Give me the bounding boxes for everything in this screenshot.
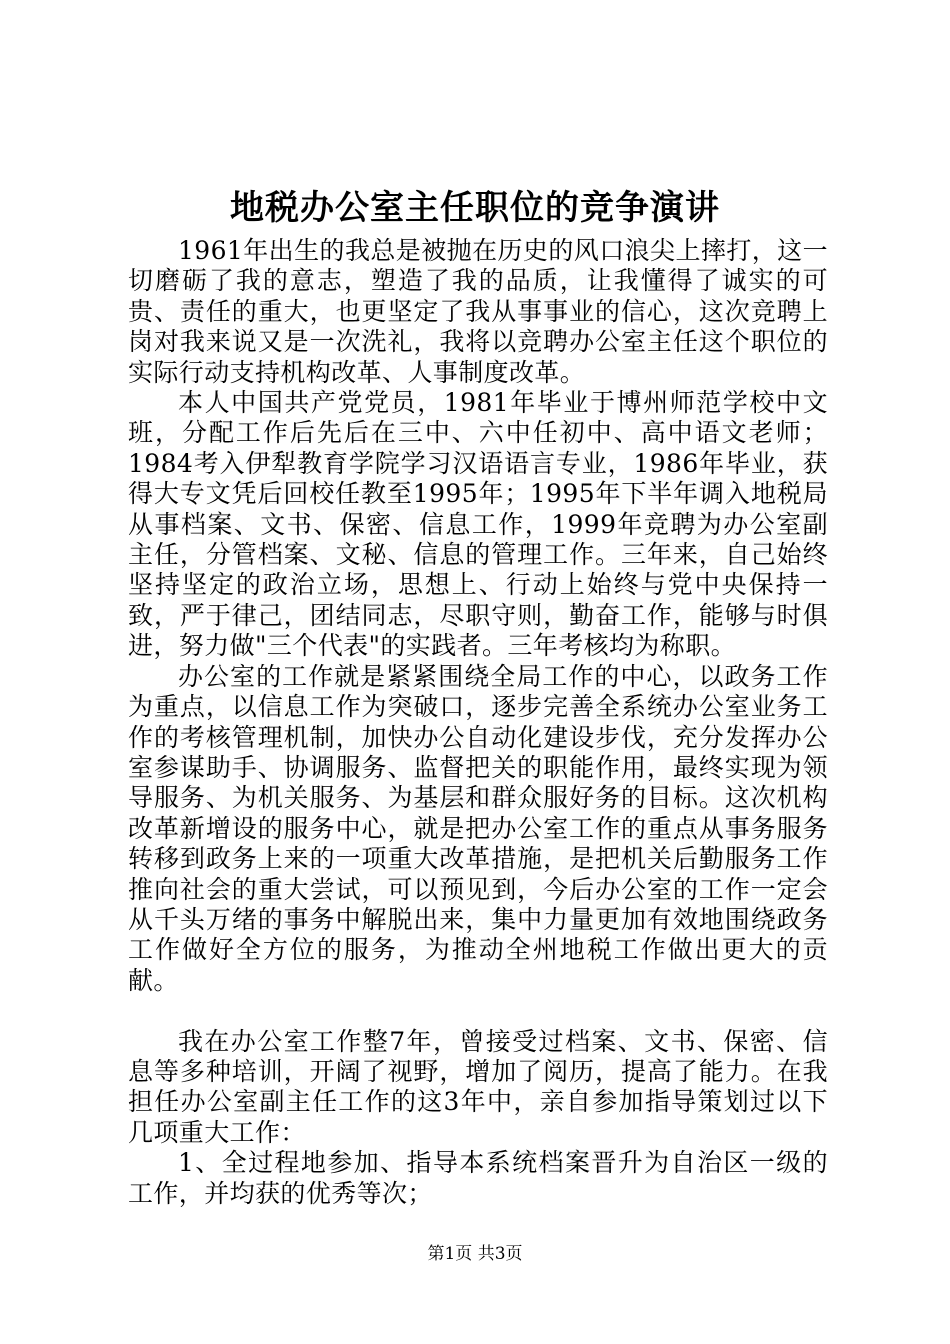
page-number: 第1页 共3页 <box>427 1244 523 1264</box>
paragraph-intro: 1961年出生的我总是被抛在历史的风口浪尖上摔打，这一切磨砺了我的意志，塑造了我的品质，让我懂得了诚实的可贵、责任的重大，也更坚定了我从事事业的信心，这次竞聘上岗对我来说又是一次洗礼，我将以竞聘办公室主任这个职位的实际行动支持机构改革、人事制度改革。 <box>128 236 828 387</box>
paragraph-office-work: 办公室的工作就是紧紧围绕全局工作的中心，以政务工作为重点，以信息工作为突破口，逐步完善全系统办公室业务工作的考核管理机制，加快办公自动化建设步伐，充分发挥办公室参谋助手、协调服务、监督把关的职能作用，最终实现为领导服务、为机关服务、为基层和群众服好务的目标。这次机构改革新增设的服务中心，就是把办公室工作的重点从事务服务转移到政务上来的一项重大改革措施，是把机关后勤服务工作推向社会的重大尝试，可以预见到，今后办公室的工作一定会从千头万绪的事务中解脱出来，集中力量更加有效地围绕政务工作做好全方位的服务，为推动全州地税工作做出更大的贡献。 <box>128 661 828 995</box>
document-body <box>128 236 828 1209</box>
list-item-1: 1、全过程地参加、指导本系统档案晋升为自治区一级的工作，并均获的优秀等次； <box>128 1148 828 1208</box>
paragraph-background: 本人中国共产党党员，1981年毕业于博州师范学校中文班，分配工作后先后在三中、六中任初中、高中语文老师；1984考入伊犁教育学院学习汉语语言专业，1986年毕业，获得大专文凭后回校任教至1995年；1995年下半年调入地税局从事档案、文书、保密、信息工作，1999年竞聘为办公室副主任，分管档案、文秘、信息的管理工作。三年来，自己始终坚持坚定的政治立场，思想上、行动上始终与党中央保持一致，严于律己，团结同志，尽职守则，勤奋工作，能够与时俱进，努力做"三个代表"的实践者。三年考核均为称职。 <box>128 388 828 661</box>
paragraph-experience: 我在办公室工作整7年，曾接受过档案、文书、保密、信息等多种培训，开阔了视野，增加了阅历，提高了能力。在我担任办公室副主任工作的这3年中，亲自参加指导策划过以下几项重大工作： <box>128 1026 828 1147</box>
paragraph-spacer <box>128 996 828 1026</box>
document-title: 地税办公室主任职位的竞争演讲 <box>230 188 720 228</box>
